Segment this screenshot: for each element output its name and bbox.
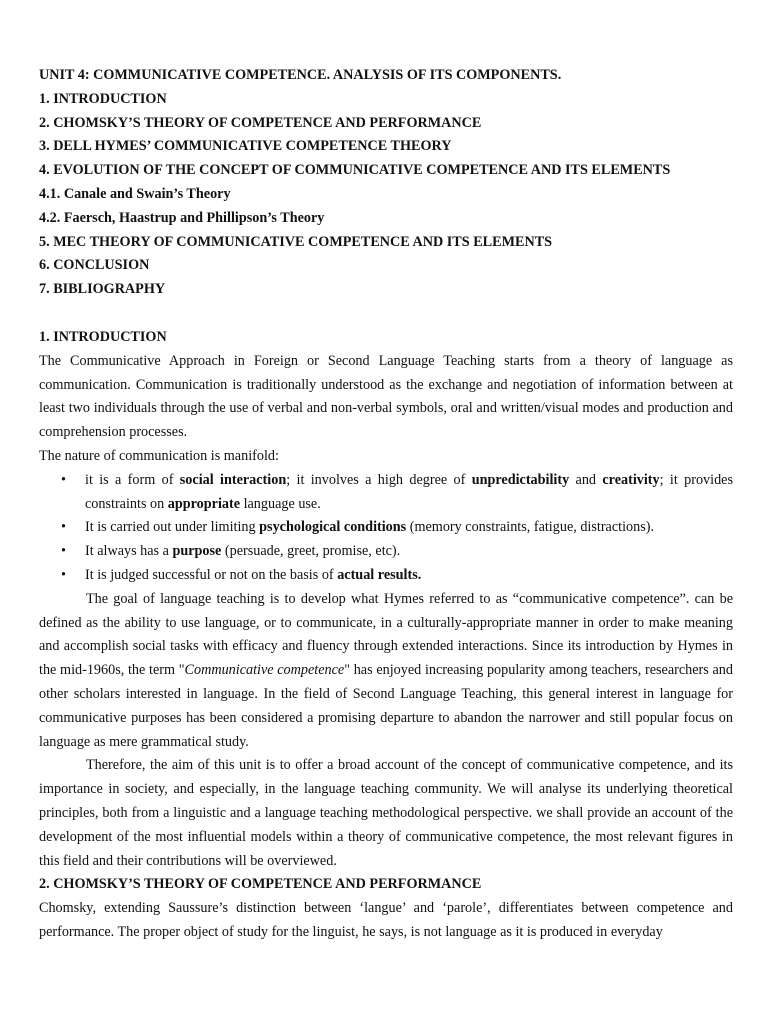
italic-term: Communicative competence: [184, 662, 345, 679]
paragraph: [39, 588, 733, 755]
text: (persuade, greet, promise, etc).: [221, 543, 401, 560]
bullet-list: [39, 469, 733, 588]
toc-item: 4.2. Faersch, Haastrup and Phillipson’s Theory: [39, 209, 325, 226]
bold-term: social interaction: [179, 471, 287, 488]
text: ; it involves a high degree of: [286, 471, 472, 488]
bullet-icon: •: [61, 519, 66, 536]
toc-item: 4. EVOLUTION OF THE CONCEPT OF COMMUNICATIVE COMPETENCE AND ITS ELEMENTS: [39, 162, 671, 179]
bold-term: purpose: [172, 543, 222, 560]
toc-item: 1. INTRODUCTION: [39, 90, 167, 107]
section-heading: 1. INTRODUCTION: [39, 328, 167, 345]
section-heading: 2. CHOMSKY’S THEORY OF COMPETENCE AND PERFORMANCE: [39, 876, 482, 893]
introduction-section: [39, 326, 733, 873]
text: ; it provides constraints on: [85, 471, 734, 512]
paragraph: The Communicative Approach in Foreign or Second Language Teaching starts from a theory of language as communication. Communication is traditionally understood as the exchange and negotiation of information between at least two individuals through the use of verbal and non-verbal symbols, oral and written/visual modes and production and comprehension processes.: [39, 352, 733, 441]
paragraph: The nature of communication is manifold:: [39, 447, 279, 464]
text: (memory constraints, fatigue, distractions).: [406, 519, 655, 536]
text: It is judged successful or not on the basis of: [85, 566, 338, 583]
list-item: [39, 469, 733, 517]
bullet-icon: •: [61, 566, 66, 583]
chomsky-section: [39, 873, 733, 944]
toc-item: 5. MEC THEORY OF COMMUNICATIVE COMPETENCE AND ITS ELEMENTS: [39, 233, 553, 250]
spacer: [39, 302, 733, 326]
paragraph: Chomsky, extending Saussure’s distinction between ‘langue’ and ‘parole’, differentiates between competence and performance. The proper object of study for the linguist, he says, is not language as it is produced in everyday: [39, 900, 733, 940]
toc-item: 2. CHOMSKY’S THEORY OF COMPETENCE AND PERFORMANCE: [39, 114, 482, 131]
bold-term: appropriate: [167, 495, 241, 512]
text: it is a form of: [85, 471, 180, 488]
bullet-icon: •: [61, 471, 66, 488]
unit-title: UNIT 4: COMMUNICATIVE COMPETENCE. ANALYSIS OF ITS COMPONENTS.: [39, 67, 562, 83]
paragraph: Therefore, the aim of this unit is to offer a broad account of the concept of communicative competence, and its importance in society, and especially, in the language teaching community. We will analyse its underlying theoretical principles, both from a linguistic and a language teaching methodological perspective. we shall provide an account of the development of the most influential models within a theory of communicative competence, the most relevant figures in this field and their contributions will be overviewed.: [39, 757, 733, 869]
bold-term: psychological conditions: [259, 519, 407, 536]
document-page: [39, 64, 733, 945]
toc-item: 6. CONCLUSION: [39, 257, 150, 274]
bold-term: creativity: [602, 471, 660, 488]
bold-term: actual results.: [337, 566, 422, 583]
bullet-icon: •: [61, 543, 66, 560]
text: language use.: [240, 495, 321, 512]
list-item: [39, 540, 733, 564]
toc-item: 3. DELL HYMES’ COMMUNICATIVE COMPETENCE THEORY: [39, 138, 452, 155]
text: and: [569, 471, 603, 488]
table-of-contents: [39, 64, 733, 302]
text: " has enjoyed increasing popularity among teachers, researchers and other scholars interested in language. In the field of Second Language Teaching, this general interest in language for communicative purposes has been considered a promising departure to abandon the narrower and still popular focus on language as mere grammatical study.: [39, 662, 733, 750]
list-item: [39, 564, 733, 588]
bold-term: unpredictability: [471, 471, 570, 488]
list-item: [39, 516, 733, 540]
toc-item: 7. BIBLIOGRAPHY: [39, 281, 166, 298]
text: It is carried out under limiting: [85, 519, 260, 536]
text: It always has a: [85, 543, 173, 560]
toc-item: 4.1. Canale and Swain’s Theory: [39, 185, 231, 202]
text: The goal of language teaching is to develop what Hymes referred to as “communicative competence”. can be defined as the ability to use language, or to communicate, in a culturally-appropriate manner in order to make meaning and accomplish social tasks with efficacy and fluency through extended interactions. Since its introduction by Hymes in the mid-1960s, the term ": [39, 590, 733, 679]
